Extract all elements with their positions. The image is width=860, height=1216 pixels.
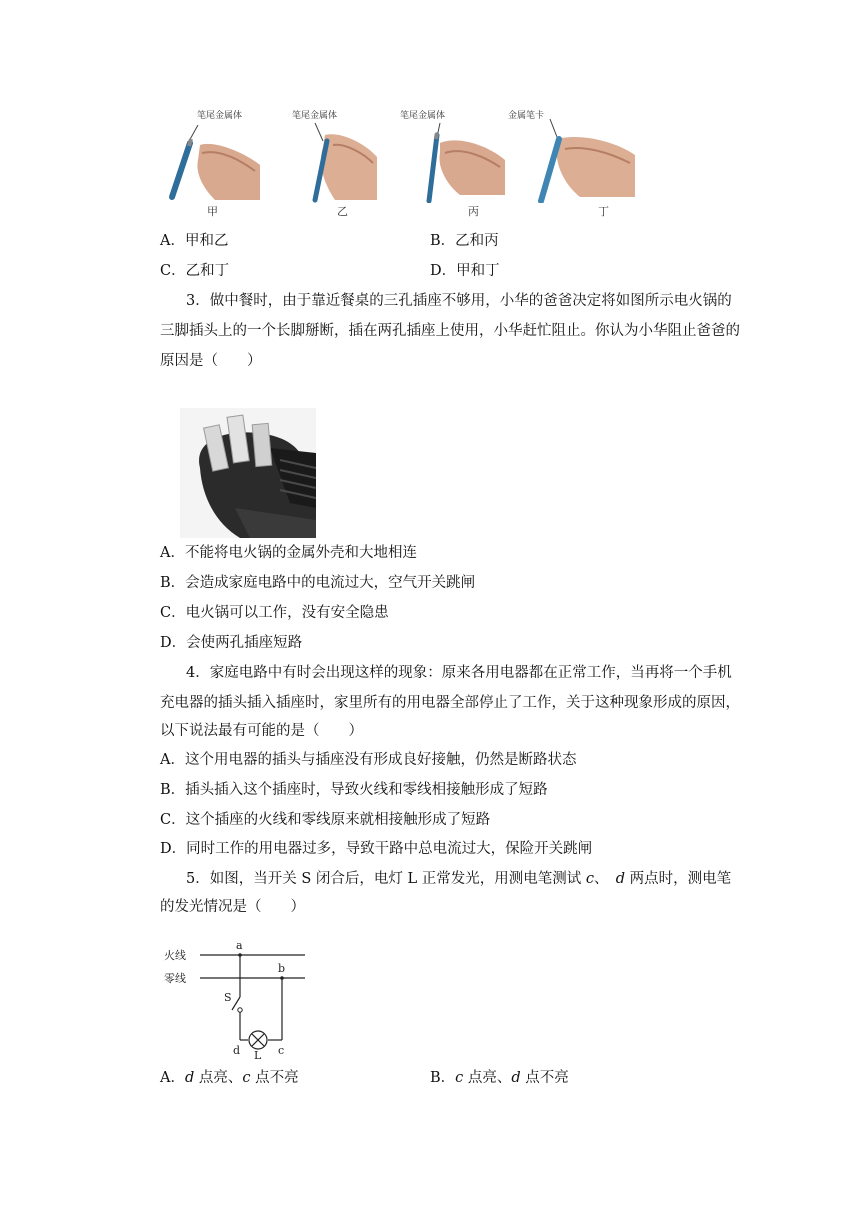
point-b-label: b [278,962,286,975]
photo-caption: 丁 [598,205,609,218]
lamp-label: L [254,1049,262,1060]
point-c-label: c [278,1044,285,1057]
photo-label: 笔尾金属体 [292,111,338,121]
q2-option-b[interactable]: B．乙和丙 [430,233,499,249]
q4-option-a[interactable]: A．这个用电器的插头与插座没有形成良好接触，仍然是断路状态 [160,752,577,768]
q5-option-a[interactable] [160,1068,299,1088]
point-symbol: c [242,1070,251,1086]
option-text: 点亮、 [463,1070,512,1086]
q2-option-d[interactable]: D．甲和丁 [430,263,500,279]
q4-option-b[interactable]: B．插头插入这个插座时，导致火线和零线相接触形成了短路 [160,782,548,798]
q5-text: 两点时，测电笔 [625,871,732,887]
photo-label: 笔尾金属体 [197,111,243,121]
point-symbol: d [184,1070,195,1086]
q5-text: 、 [593,871,616,887]
circuit-diagram [160,935,320,1060]
q4-option-d[interactable]: D．同时工作的用电器过多，导致干路中总电流过大，保险开关跳闸 [160,841,593,857]
point-d-label: d [233,1044,241,1057]
photo-caption: 甲 [207,205,218,218]
q3-stem-line: 3．做中餐时，由于靠近餐桌的三孔插座不够用，小华的爸爸决定将如图所示电火锅的 [186,293,732,309]
point-symbol: d [511,1070,521,1086]
photo-caption: 丙 [468,205,479,218]
q3-stem-line: 原因是（ ） [160,353,262,369]
q5-text: 5．如图，当开关 S 闭合后，电灯 L 正常发光，用测电笔测试 [186,871,586,887]
q5-stem-line: 的发光情况是（ ） [160,899,305,915]
q4-stem-line: 4．家庭电路中有时会出现这样的现象：原来各用电器都在正常工作，当再将一个手机 [186,665,732,681]
q3-stem-line: 三脚插头上的一个长脚掰断，插在两孔插座上使用，小华赶忙阻止。你认为小华阻止爸爸的 [160,323,740,339]
point-d-symbol: d [615,871,626,887]
option-text: 点不亮 [520,1070,569,1086]
q5-stem-line [186,869,731,889]
point-a-label: a [236,939,243,952]
q2-option-a[interactable]: A．甲和乙 [160,233,229,249]
photo-label: 笔尾金属体 [400,111,446,121]
q4-stem-line: 充电器的插头插入插座时，家里所有的用电器全部停止了工作，关于这种现象形成的原因， [160,695,740,711]
q3-option-b[interactable]: B．会造成家庭电路中的电流过大，空气开关跳闸 [160,575,476,591]
photo-caption: 乙 [337,205,348,218]
option-text: 点亮、 [194,1070,243,1086]
q4-option-c[interactable]: C．这个插座的火线和零线原来就相接触形成了短路 [160,812,491,828]
photo-label: 金属笔卡 [508,111,545,121]
point-c-symbol: c [585,871,594,887]
q2-option-c[interactable]: C．乙和丁 [160,263,230,279]
q3-option-c[interactable]: C．电火锅可以工作，没有安全隐患 [160,605,389,621]
live-wire-label: 火线 [164,949,186,962]
option-prefix: B． [430,1070,456,1086]
q5-option-b[interactable] [430,1068,569,1088]
neutral-wire-label: 零线 [164,972,186,985]
q3-option-a[interactable]: A．不能将电火锅的金属外壳和大地相连 [160,545,417,561]
three-pin-plug-image [180,408,316,538]
option-text: 点不亮 [250,1070,299,1086]
switch-label: S [224,991,232,1004]
tester-photo-ding [535,105,640,203]
point-symbol: c [455,1070,464,1086]
q4-stem-line: 以下说法最有可能的是（ ） [160,723,363,739]
option-prefix: A． [160,1070,185,1086]
q3-option-d[interactable]: D．会使两孔插座短路 [160,635,303,651]
